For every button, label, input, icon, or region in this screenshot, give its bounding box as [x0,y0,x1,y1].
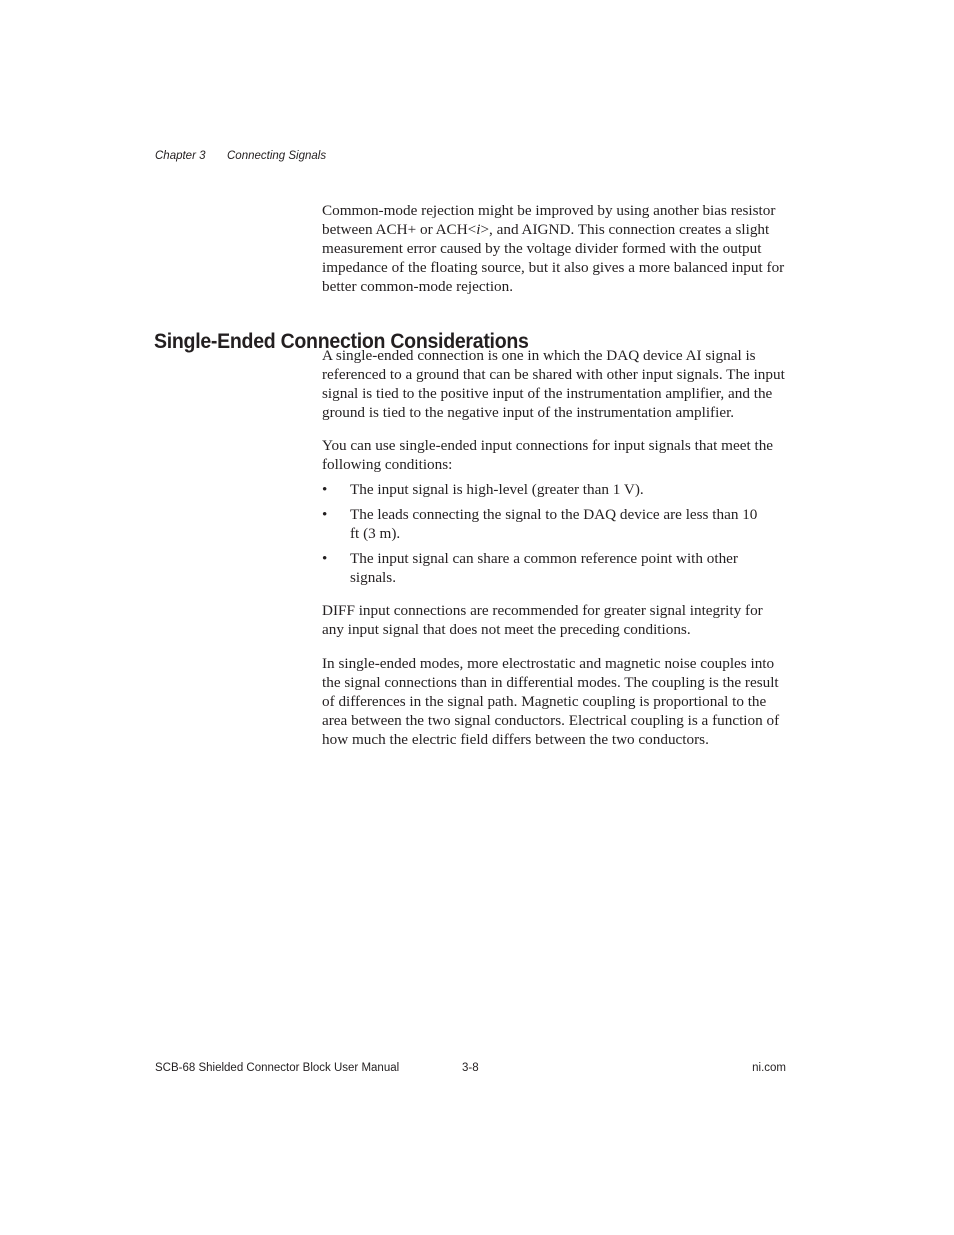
list-item [322,505,762,543]
conditions-list [322,480,762,593]
section-heading: Single-Ended Connection Considerations [154,330,529,354]
chapter-label: Chapter 3 [155,150,206,162]
paragraph-common-mode [322,201,788,296]
footer-page-number: 3-8 [462,1062,479,1074]
p4-text: DIFF input connections are recommended for greater signal integrity for any input signal that does not meet the preceding conditions. [322,602,763,638]
bullet-marker: • [322,506,328,523]
paragraph-noise-coupling [322,654,788,749]
p1-italic-i: i [476,221,481,238]
p5-text: In single-ended modes, more electrostatic and magnetic noise couples into the signal connections than in differential modes. The coupling is the result of differences in the signal path. Magnetic coupling is proportional to the area between the two signal conductors. Electrical coupling is a function of how much the electric field differs between the two conductors. [322,655,780,748]
list-item [322,549,762,587]
list-item-text: The input signal can share a common reference point with other signals. [350,550,738,586]
section-title: Connecting Signals [227,150,327,162]
paragraph-single-ended-definition [322,346,788,422]
p2-text: A single-ended connection is one in which the DAQ device AI signal is referenced to a ground that can be shared with other input signals. The input signal is tied to the positive input of the instrumentation amplifier, and the ground is tied to the negative input of the instrumentation amplifier. [322,347,785,421]
list-item-text: The input signal is high-level (greater than 1 V). [350,481,644,498]
bullet-marker: • [322,550,328,567]
p3-text: You can use single-ended input connections for input signals that meet the following conditions: [322,437,774,473]
paragraph-diff-recommendation [322,601,788,639]
running-header [155,150,327,162]
footer-website-link[interactable]: ni.com [752,1062,786,1074]
footer-manual-title: SCB-68 Shielded Connector Block User Manual [155,1062,400,1074]
p1-text-end: >, and AIGND. This connection creates a slight measurement error caused by the voltage divider formed with the output impedance of the floating source, but it also gives a more balanced input for better common-mode rejection. [322,221,785,295]
list-item [322,480,762,499]
paragraph-conditions-intro [322,436,788,474]
bullet-marker: • [322,481,328,498]
list-item-text: The leads connecting the signal to the DAQ device are less than 10 ft (3 m). [350,506,758,542]
p1-text-start: Common-mode rejection might be improved by using another bias resistor between ACH+ or ACH< [322,202,776,238]
